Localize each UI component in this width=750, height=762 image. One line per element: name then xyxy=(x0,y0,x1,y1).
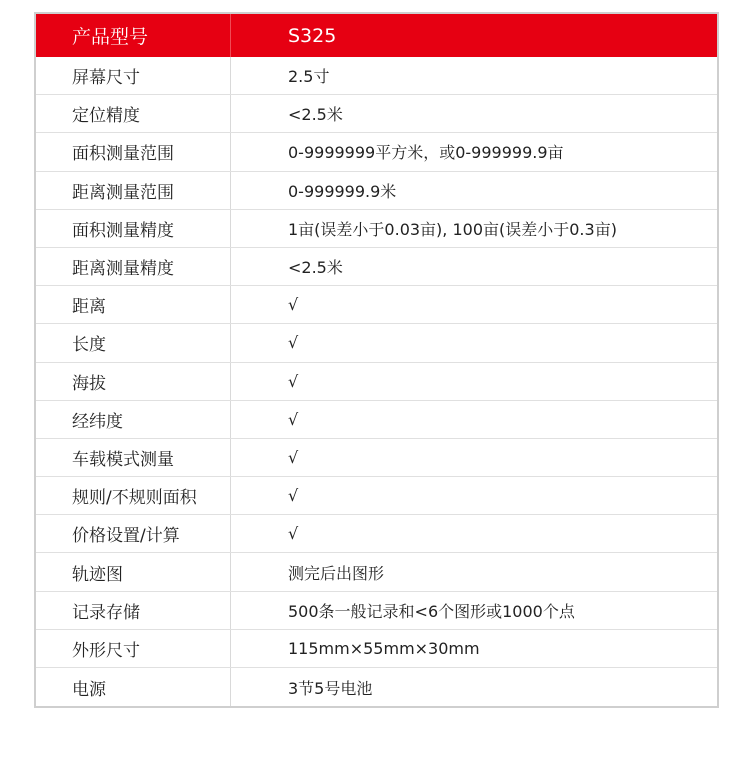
row-label: 距离测量精度 xyxy=(36,248,231,285)
row-value: 2.5寸 xyxy=(288,67,330,87)
row-label: 轨迹图 xyxy=(36,553,231,590)
row-value: <2.5米 xyxy=(288,258,343,278)
row-label: 屏幕尺寸 xyxy=(36,57,231,94)
row-label: 记录存储 xyxy=(36,592,231,629)
table-row xyxy=(36,210,717,248)
table-header-row xyxy=(36,14,717,57)
table-row xyxy=(36,133,717,171)
row-value: 测完后出图形 xyxy=(288,563,385,583)
row-value: √ xyxy=(288,524,299,544)
row-value: 1亩(误差小于0.03亩), 100亩(误差小于0.3亩) xyxy=(288,219,617,239)
table-row xyxy=(36,477,717,515)
row-label: 定位精度 xyxy=(36,95,231,132)
table-row xyxy=(36,592,717,630)
table-row xyxy=(36,363,717,401)
row-label: 车载模式测量 xyxy=(36,439,231,476)
row-label: 面积测量范围 xyxy=(36,133,231,170)
row-label: 面积测量精度 xyxy=(36,210,231,247)
row-value: <2.5米 xyxy=(288,105,343,125)
table-row xyxy=(36,248,717,286)
row-label: 海拔 xyxy=(36,363,231,400)
row-value: 0-9999999平方米，或0-999999.9亩 xyxy=(288,143,564,163)
table-row xyxy=(36,172,717,210)
table-row xyxy=(36,553,717,591)
row-value: 3节5号电池 xyxy=(288,678,373,698)
table-row xyxy=(36,324,717,362)
table-row xyxy=(36,630,717,668)
row-label: 距离测量范围 xyxy=(36,172,231,209)
row-value: √ xyxy=(288,486,299,506)
row-label: 电源 xyxy=(36,668,231,706)
row-value: 115mm×55mm×30mm xyxy=(288,638,480,658)
header-label: 产品型号 xyxy=(36,14,231,57)
table-row xyxy=(36,286,717,324)
row-label: 长度 xyxy=(36,324,231,361)
table-row xyxy=(36,439,717,477)
row-value: √ xyxy=(288,371,299,391)
table-row xyxy=(36,401,717,439)
row-label: 距离 xyxy=(36,286,231,323)
header-value: S325 xyxy=(288,24,337,47)
table-row xyxy=(36,668,717,706)
row-label: 经纬度 xyxy=(36,401,231,438)
row-label: 外形尺寸 xyxy=(36,630,231,667)
row-label: 规则/不规则面积 xyxy=(36,477,231,514)
row-value: √ xyxy=(288,295,299,315)
row-label: 价格设置/计算 xyxy=(36,515,231,552)
spec-table xyxy=(34,12,719,708)
table-row xyxy=(36,95,717,133)
table-row xyxy=(36,515,717,553)
row-value: √ xyxy=(288,447,299,467)
row-value: 500条一般记录和<6个图形或1000个点 xyxy=(288,601,575,621)
row-value: √ xyxy=(288,333,299,353)
row-value: 0-999999.9米 xyxy=(288,181,397,201)
table-row xyxy=(36,57,717,95)
row-value: √ xyxy=(288,409,299,429)
